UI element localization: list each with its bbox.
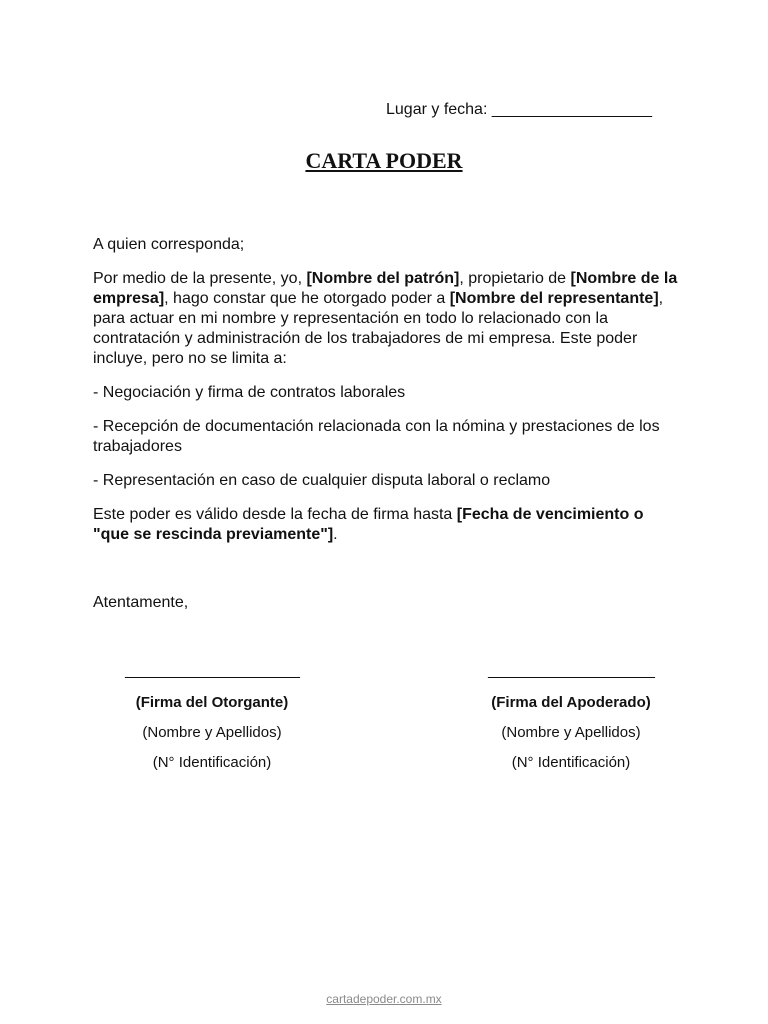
sign-off: Atentamente, xyxy=(93,594,189,611)
intro-text: , hago constar que he otorgado poder a xyxy=(164,290,450,307)
signature-name-label: (Nombre y Apellidos) xyxy=(142,724,282,741)
list-item: - Recepción de documentación relacionada con la nómina y prestaciones de los trabajadores xyxy=(93,418,660,455)
company-name-placeholder: [Nombre de la empresa] xyxy=(93,270,678,307)
validity-text: . xyxy=(333,526,338,543)
validity-paragraph xyxy=(93,505,678,545)
letter-body xyxy=(93,235,678,559)
source-link[interactable]: cartadepoder.com.mx xyxy=(326,992,442,1006)
signature-title: (Firma del Otorgante) xyxy=(135,694,289,711)
signature-id-label: (N° Identificación) xyxy=(152,754,272,771)
place-date-line: Lugar y fecha: __________________ xyxy=(386,101,653,118)
expiry-date-placeholder: [Fecha de vencimiento o "que se rescinda previamente"] xyxy=(93,506,644,543)
attorney-signature-block xyxy=(451,662,691,771)
list-item: - Negociación y firma de contratos laborales xyxy=(93,384,406,401)
signature-name-label: (Nombre y Apellidos) xyxy=(501,724,641,741)
signature-id-label: (N° Identificación) xyxy=(511,754,631,771)
validity-text: Este poder es válido desde la fecha de firma hasta xyxy=(93,506,457,523)
grantor-signature-block xyxy=(92,662,332,771)
representative-name-placeholder: [Nombre del representante] xyxy=(449,290,659,307)
signature-line: _____________________ xyxy=(488,662,654,679)
list-item: - Representación en caso de cualquier disputa laboral o reclamo xyxy=(93,472,551,489)
intro-text: Por medio de la presente, yo, xyxy=(93,270,307,287)
signature-line: ______________________ xyxy=(125,662,299,679)
intro-text: , propietario de xyxy=(459,270,571,287)
employer-name-placeholder: [Nombre del patrón] xyxy=(306,270,460,287)
intro-paragraph xyxy=(93,269,678,369)
signature-title: (Firma del Apoderado) xyxy=(491,694,651,711)
salutation: A quien corresponda; xyxy=(93,236,245,253)
document-title: CARTA PODER xyxy=(305,148,463,173)
intro-text: , para actuar en mi nombre y representación en todo lo relacionado con la contratación y administración de los trabajadores de mi empresa. Este poder incluye, pero no se limita a: xyxy=(93,290,664,367)
